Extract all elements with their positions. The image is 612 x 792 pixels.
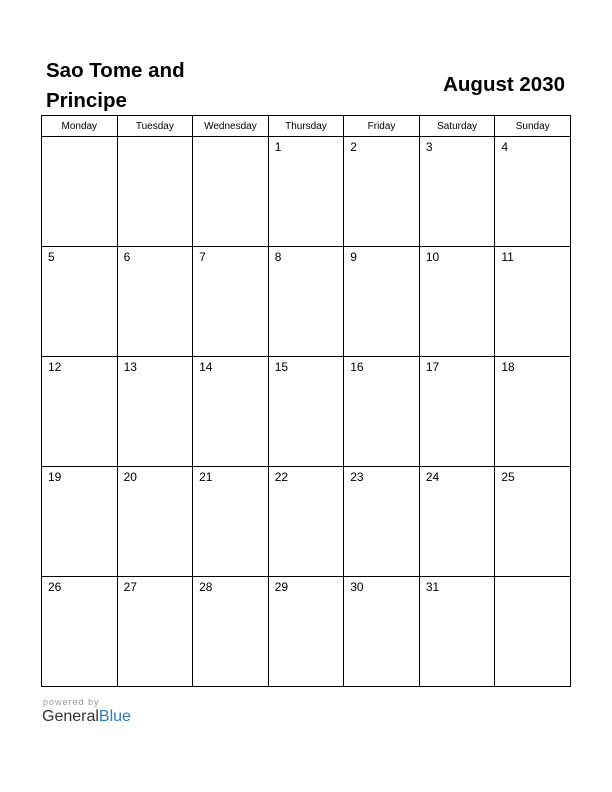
week-row xyxy=(42,247,571,357)
day-number: 27 xyxy=(123,580,137,594)
day-cell xyxy=(268,247,344,357)
day-number: 26 xyxy=(48,580,62,594)
day-cell xyxy=(42,467,118,577)
day-number: 31 xyxy=(425,580,440,594)
weekday-header: Friday xyxy=(344,116,420,137)
day-cell xyxy=(117,577,193,687)
brand-name-general: General xyxy=(42,708,99,725)
day-number: 22 xyxy=(274,470,289,484)
day-number xyxy=(495,577,570,580)
day-number: 11 xyxy=(501,250,514,264)
day-number xyxy=(193,137,268,140)
powered-by-label: powered by xyxy=(43,697,100,707)
day-cell xyxy=(193,357,269,467)
day-cell xyxy=(268,577,344,687)
day-cell xyxy=(42,357,118,467)
day-cell xyxy=(344,467,420,577)
weekday-header: Wednesday xyxy=(193,116,269,137)
day-cell xyxy=(193,247,269,357)
day-number: 23 xyxy=(350,470,364,484)
day-number: 8 xyxy=(274,250,282,264)
day-number: 9 xyxy=(350,250,357,264)
day-cell xyxy=(419,247,495,357)
day-number: 24 xyxy=(425,470,440,484)
day-number: 19 xyxy=(48,470,62,484)
day-cell xyxy=(495,247,571,357)
day-number: 1 xyxy=(274,140,282,154)
weekday-header: Saturday xyxy=(419,116,495,137)
day-cell xyxy=(495,357,571,467)
day-cell xyxy=(268,357,344,467)
day-cell xyxy=(495,577,571,687)
brand-name-blue: Blue xyxy=(98,708,131,725)
day-cell xyxy=(193,577,269,687)
day-number: 20 xyxy=(123,470,137,484)
day-cell xyxy=(42,247,118,357)
day-number xyxy=(42,137,117,140)
day-cell xyxy=(419,137,495,247)
day-number: 15 xyxy=(274,360,289,374)
generalblue-logo[interactable] xyxy=(42,708,131,726)
day-number xyxy=(118,137,193,140)
week-row xyxy=(42,357,571,467)
day-cell xyxy=(495,467,571,577)
day-cell xyxy=(42,137,118,247)
month-year-title: August 2030 xyxy=(443,73,565,96)
week-row xyxy=(42,577,571,687)
weekday-header: Monday xyxy=(42,116,118,137)
day-cell xyxy=(42,577,118,687)
day-cell xyxy=(344,247,420,357)
day-cell xyxy=(344,577,420,687)
day-cell xyxy=(193,467,269,577)
day-cell xyxy=(344,357,420,467)
week-row xyxy=(42,137,571,247)
day-cell xyxy=(117,137,193,247)
day-cell xyxy=(117,467,193,577)
calendar-grid xyxy=(41,115,571,687)
week-row xyxy=(42,467,571,577)
weekday-header: Thursday xyxy=(268,116,344,137)
day-number: 13 xyxy=(123,360,137,374)
country-title: Sao Tome and Principe xyxy=(46,59,185,112)
weekday-header: Sunday xyxy=(495,116,571,137)
day-cell xyxy=(495,137,571,247)
day-cell xyxy=(419,467,495,577)
day-number: 4 xyxy=(501,140,509,154)
day-number: 10 xyxy=(425,250,440,264)
day-number: 21 xyxy=(199,470,213,484)
day-cell xyxy=(193,137,269,247)
day-number: 17 xyxy=(425,360,440,374)
weekday-header-row xyxy=(42,116,571,137)
day-number: 16 xyxy=(350,360,364,374)
day-number: 2 xyxy=(350,140,357,154)
day-cell xyxy=(344,137,420,247)
day-cell xyxy=(117,247,193,357)
day-cell xyxy=(268,137,344,247)
day-number: 6 xyxy=(123,250,131,264)
day-number: 5 xyxy=(48,250,55,264)
day-number: 7 xyxy=(199,250,206,264)
weekday-header: Tuesday xyxy=(117,116,193,137)
day-cell xyxy=(117,357,193,467)
day-number: 29 xyxy=(274,580,289,594)
day-number: 18 xyxy=(501,360,515,374)
day-number: 30 xyxy=(350,580,364,594)
day-number: 14 xyxy=(199,360,213,374)
day-number: 25 xyxy=(501,470,515,484)
day-cell xyxy=(268,467,344,577)
day-number: 28 xyxy=(199,580,213,594)
day-number: 12 xyxy=(48,360,62,374)
day-number: 3 xyxy=(425,140,433,154)
day-cell xyxy=(419,357,495,467)
day-cell xyxy=(419,577,495,687)
